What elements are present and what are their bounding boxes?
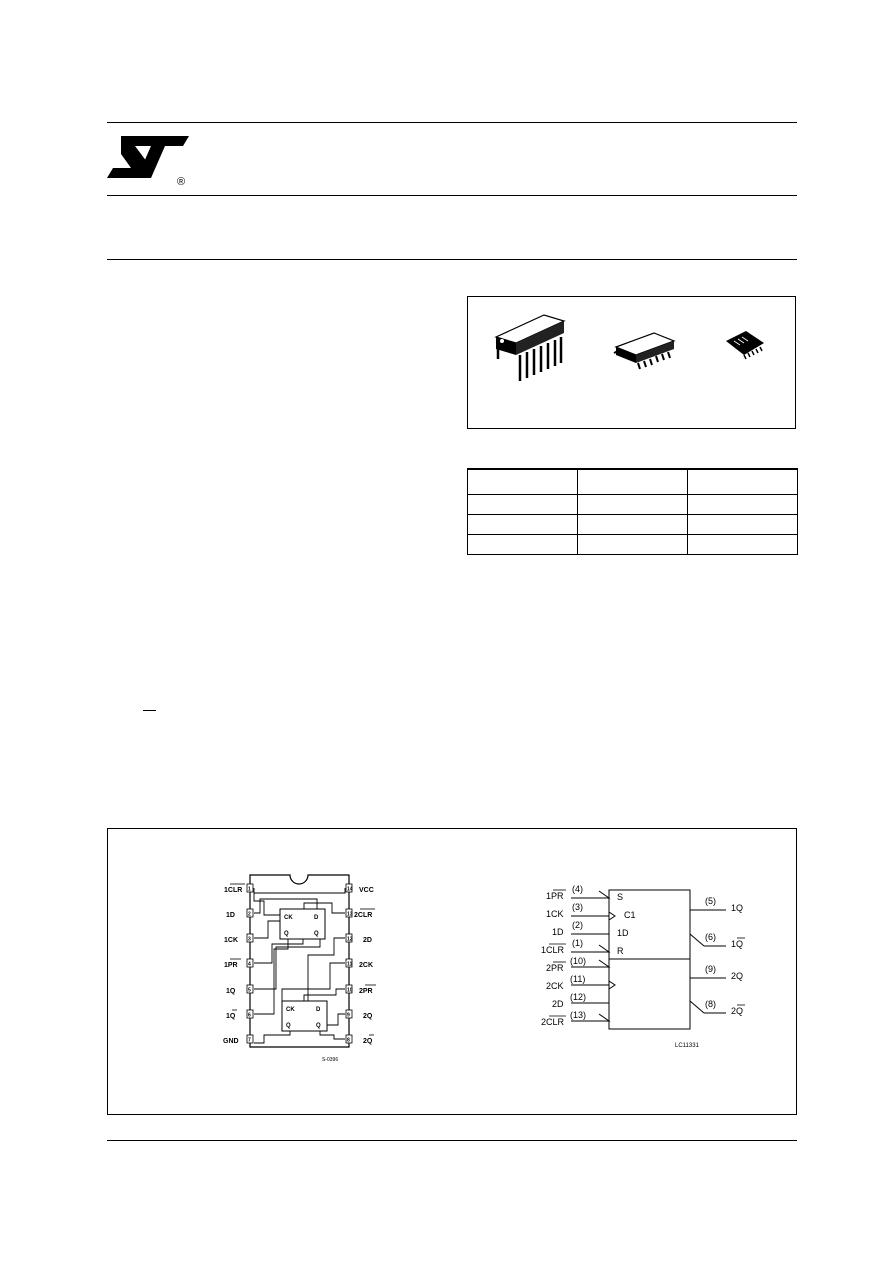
logic-in-1ck: 1CK (546, 909, 564, 919)
pin-2-number: 2 (248, 911, 251, 918)
logic-symbol-diagram (541, 884, 745, 1049)
logic-out-1qbar: 1Q (731, 939, 744, 949)
pin-4-number: 4 (248, 961, 251, 968)
header-rule-top (107, 122, 797, 123)
logic-in-2pr: 2PR (546, 963, 564, 973)
pin-label-13: 2CLR (354, 912, 373, 919)
logic-in-2ck: 2CK (546, 981, 564, 991)
table-cell (468, 495, 578, 515)
pin-label-12: 2D (363, 937, 372, 944)
package-box (467, 296, 796, 429)
table-cell (578, 535, 688, 555)
logic-in-2d-num: (12) (570, 992, 587, 1002)
package-images (468, 297, 794, 427)
logic-in-2clr-num: (13) (570, 1010, 587, 1020)
ff2-q-label: Q (316, 1023, 321, 1029)
connection-diagram-code: S-0396 (322, 1057, 339, 1063)
pin-11-number: 11 (347, 961, 353, 968)
logic-out-2q: 2Q (731, 971, 744, 981)
so-package-image (614, 333, 674, 369)
pin-label-14: VCC (359, 887, 374, 894)
pin-3-number: 3 (248, 936, 251, 943)
pin-label-8: 2Q (363, 1038, 373, 1045)
logic-in-1pr-num: (4) (572, 884, 583, 894)
logic-1d-label: 1D (617, 928, 629, 938)
table-cell (578, 469, 688, 495)
pin-label-6: 1Q (226, 1013, 236, 1020)
logic-in-2clr: 2CLR (541, 1017, 565, 1027)
table-row (468, 495, 798, 515)
ff1-ck-label: CK (284, 915, 293, 921)
logic-out-2qbar-num: (8) (705, 999, 716, 1009)
pin-label-4: 1PR (224, 962, 238, 969)
tssop-package-image (726, 331, 764, 359)
logic-in-1d: 1D (552, 927, 564, 937)
pin-label-1: 1CLR (224, 887, 243, 894)
logic-in-2ck-num: (11) (570, 974, 586, 984)
pin-1-number: 1 (248, 886, 251, 893)
trademark-symbol: ® (177, 176, 186, 188)
pin-and-logic-diagrams (108, 829, 795, 1113)
pin-14-number: 14 (347, 886, 353, 893)
dip-package-image (496, 315, 564, 381)
logic-out-1q: 1Q (731, 903, 744, 913)
logic-in-1ck-num: (3) (572, 902, 583, 912)
pin-label-3: 1CK (224, 937, 239, 944)
pin-label-5: 1Q (226, 988, 236, 995)
logic-in-1clr: 1CLR (541, 945, 565, 955)
header-rule-bottom (107, 259, 797, 260)
pin-label-10: 2PR (359, 988, 373, 995)
figure-box (107, 828, 797, 1115)
pin-8-number: 8 (347, 1037, 350, 1044)
logic-in-2d: 2D (552, 999, 564, 1009)
table-row (468, 515, 798, 535)
logic-r-label: R (617, 946, 624, 956)
logic-s-label: S (617, 892, 624, 902)
table-cell (578, 515, 688, 535)
table-cell (578, 495, 688, 515)
pin-6-number: 6 (248, 1012, 251, 1019)
table-cell (688, 535, 798, 555)
table-header-row (468, 469, 798, 495)
table-cell (468, 515, 578, 535)
overline-dash (143, 710, 156, 711)
logic-in-1pr: 1PR (546, 891, 564, 901)
ff1-d-label: D (314, 915, 319, 921)
st-logo (107, 132, 191, 188)
logic-in-2pr-num: (10) (570, 956, 587, 966)
pin-label-2: 1D (226, 912, 235, 919)
pin-label-9: 2Q (363, 1013, 373, 1020)
logic-out-1qbar-num: (6) (705, 932, 716, 942)
order-codes-table (467, 468, 798, 555)
logic-in-1d-num: (2) (572, 920, 583, 930)
logic-out-2q-num: (9) (705, 964, 716, 974)
table-cell (688, 515, 798, 535)
ff1-q-label: Q (314, 931, 319, 937)
pin-12-number: 12 (347, 936, 353, 943)
ff1-qbar-label: Q (284, 931, 289, 937)
table-cell (688, 469, 798, 495)
logic-in-1clr-num: (1) (572, 938, 583, 948)
table-cell (468, 535, 578, 555)
pin-label-7: GND (223, 1038, 239, 1045)
ff2-d-label: D (316, 1007, 321, 1013)
table-cell (688, 495, 798, 515)
pin-7-number: 7 (248, 1037, 251, 1044)
logic-symbol-code: LC11331 (675, 1043, 699, 1049)
pin-5-number: 5 (248, 987, 251, 994)
ff2-ck-label: CK (286, 1007, 295, 1013)
logic-c1-label: C1 (624, 910, 636, 920)
pin-label-11: 2CK (359, 962, 374, 969)
logic-out-2qbar: 2Q (731, 1006, 744, 1016)
pin-13-number: 13 (347, 911, 353, 918)
st-logo-mark (107, 132, 191, 188)
logic-out-1q-num: (5) (705, 896, 716, 906)
pin-connection-diagram (223, 875, 376, 1063)
header-rule-middle (107, 195, 797, 196)
table-row (468, 535, 798, 555)
footer-rule (107, 1140, 797, 1141)
ff2-qbar-label: Q (286, 1023, 291, 1029)
table-cell (468, 469, 578, 495)
pin-9-number: 9 (347, 1012, 350, 1019)
pin-10-number: 10 (347, 987, 353, 994)
